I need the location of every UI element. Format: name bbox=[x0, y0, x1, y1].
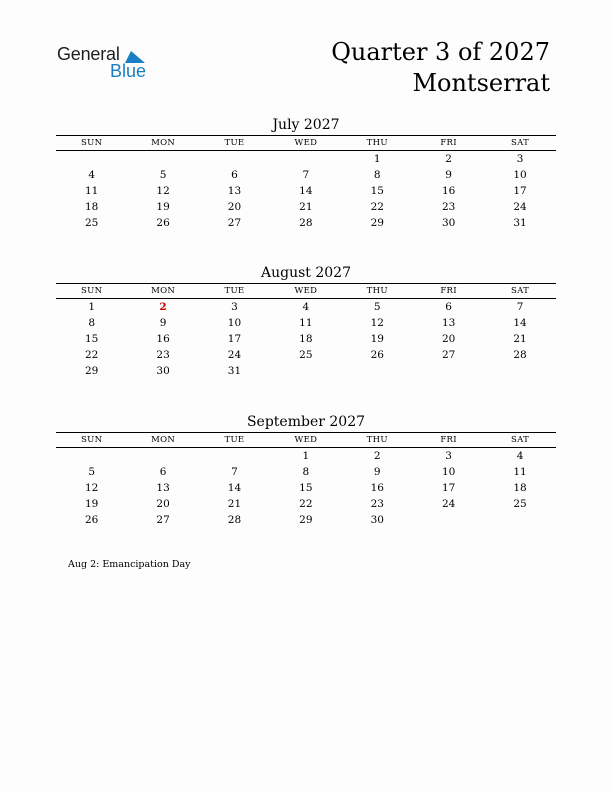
day-cell: 10 bbox=[513, 169, 527, 181]
day-cell: 9 bbox=[373, 466, 381, 478]
weekday-label: SAT bbox=[511, 138, 530, 148]
day-cell: 24 bbox=[441, 498, 456, 510]
day-cell: 11 bbox=[85, 185, 99, 197]
day-cell: 29 bbox=[85, 365, 99, 377]
day-cell: 7 bbox=[231, 466, 238, 478]
weekday-label: THU bbox=[366, 435, 388, 445]
week-row bbox=[56, 496, 556, 512]
day-cell: 4 bbox=[302, 301, 310, 313]
week-row bbox=[56, 183, 556, 199]
week-row bbox=[56, 299, 556, 315]
weekday-header bbox=[56, 283, 556, 299]
logo-general-text: General bbox=[57, 44, 120, 64]
day-cell: 19 bbox=[85, 498, 99, 510]
day-cell bbox=[484, 363, 555, 379]
day-cell: 27 bbox=[441, 349, 456, 361]
page-title bbox=[331, 37, 550, 99]
weekday-label: TUE bbox=[224, 138, 245, 148]
day-cell: 8 bbox=[302, 466, 310, 478]
weekday-label: WED bbox=[294, 435, 318, 445]
weekday-label: SAT bbox=[511, 435, 530, 445]
day-cell: 14 bbox=[513, 317, 527, 329]
day-cell: 24 bbox=[227, 349, 242, 361]
day-cell: 7 bbox=[516, 301, 524, 313]
day-cell: 11 bbox=[299, 317, 313, 329]
day-cell: 18 bbox=[513, 482, 527, 494]
day-cell: 13 bbox=[227, 185, 242, 197]
day-cell: 5 bbox=[88, 466, 96, 478]
day-cell: 28 bbox=[227, 514, 242, 526]
weekday-label: FRI bbox=[440, 286, 457, 296]
weekday-label: WED bbox=[294, 138, 318, 148]
day-cell: 16 bbox=[156, 333, 170, 345]
weeks-grid bbox=[56, 299, 556, 379]
weekday-label: FRI bbox=[440, 138, 457, 148]
day-cell bbox=[127, 448, 198, 464]
month-title: August 2027 bbox=[261, 265, 351, 281]
day-cell: 21 bbox=[227, 498, 242, 510]
day-cell: 20 bbox=[156, 498, 170, 510]
week-row bbox=[56, 347, 556, 363]
day-cell: 15 bbox=[85, 333, 99, 345]
day-cell: 5 bbox=[159, 169, 167, 181]
weekday-header bbox=[56, 432, 556, 448]
weekday-label: THU bbox=[366, 138, 388, 148]
day-cell bbox=[413, 363, 484, 379]
day-cell: 25 bbox=[513, 498, 527, 510]
week-row bbox=[56, 480, 556, 496]
month-calendar-july bbox=[56, 115, 556, 231]
day-cell: 18 bbox=[85, 201, 99, 213]
day-cell: 28 bbox=[513, 349, 527, 361]
weekday-label: SUN bbox=[81, 435, 103, 445]
weekday-label: MON bbox=[151, 435, 176, 445]
day-cell: 24 bbox=[513, 201, 527, 213]
day-cell: 19 bbox=[156, 201, 170, 213]
day-cell: 2 bbox=[445, 153, 452, 165]
week-row bbox=[56, 464, 556, 480]
week-row bbox=[56, 448, 556, 464]
day-cell: 10 bbox=[441, 466, 456, 478]
day-cell bbox=[127, 151, 198, 167]
day-cell: 22 bbox=[370, 201, 384, 213]
day-cell: 9 bbox=[445, 169, 452, 181]
day-cell: 15 bbox=[370, 185, 384, 197]
day-cell: 4 bbox=[516, 450, 524, 462]
week-row bbox=[56, 167, 556, 183]
day-cell: 2 bbox=[373, 450, 381, 462]
day-cell: 31 bbox=[227, 365, 242, 377]
day-cell: 10 bbox=[227, 317, 242, 329]
day-cell: 23 bbox=[370, 498, 384, 510]
day-cell: 21 bbox=[513, 333, 527, 345]
day-cell: 26 bbox=[85, 514, 99, 526]
day-cell: 17 bbox=[227, 333, 242, 345]
day-cell: 30 bbox=[156, 365, 170, 377]
day-cell: 17 bbox=[513, 185, 527, 197]
month-calendar-september bbox=[56, 412, 556, 528]
day-cell: 22 bbox=[299, 498, 313, 510]
week-row bbox=[56, 363, 556, 379]
day-cell: 26 bbox=[370, 349, 384, 361]
weekday-label: MON bbox=[151, 286, 176, 296]
day-cell: 13 bbox=[441, 317, 456, 329]
day-cell: 20 bbox=[227, 201, 242, 213]
day-cell: 30 bbox=[370, 514, 384, 526]
day-cell: 17 bbox=[441, 482, 456, 494]
week-row bbox=[56, 512, 556, 528]
day-cell: 3 bbox=[516, 153, 524, 165]
weekday-label: MON bbox=[151, 138, 176, 148]
day-cell: 6 bbox=[159, 466, 167, 478]
day-cell: 7 bbox=[302, 169, 310, 181]
day-cell: 3 bbox=[231, 301, 238, 313]
day-cell: 18 bbox=[299, 333, 313, 345]
weekday-label: SAT bbox=[511, 286, 530, 296]
day-cell: 25 bbox=[299, 349, 313, 361]
day-cell: 27 bbox=[227, 217, 242, 229]
day-cell: 1 bbox=[88, 301, 96, 313]
day-cell: 16 bbox=[370, 482, 384, 494]
day-cell: 8 bbox=[88, 317, 96, 329]
day-cell: 3 bbox=[445, 450, 452, 462]
day-cell: 23 bbox=[156, 349, 170, 361]
day-cell: 30 bbox=[441, 217, 456, 229]
day-cell: 13 bbox=[156, 482, 170, 494]
day-cell bbox=[484, 512, 555, 528]
day-cell: 16 bbox=[441, 185, 456, 197]
day-cell: 25 bbox=[85, 217, 99, 229]
day-cell bbox=[270, 151, 341, 167]
day-cell bbox=[56, 151, 127, 167]
day-cell: 1 bbox=[302, 450, 310, 462]
logo-blue-text: Blue bbox=[110, 61, 147, 81]
week-row bbox=[56, 199, 556, 215]
country-title: Montserrat bbox=[412, 69, 550, 97]
week-row bbox=[56, 315, 556, 331]
month-calendar-august bbox=[56, 263, 556, 379]
day-cell: 5 bbox=[373, 301, 381, 313]
weekday-label: TUE bbox=[224, 286, 245, 296]
day-cell bbox=[342, 363, 413, 379]
day-cell: 20 bbox=[441, 333, 456, 345]
day-cell: 2 bbox=[159, 301, 167, 313]
day-cell: 15 bbox=[299, 482, 313, 494]
day-cell: 12 bbox=[85, 482, 99, 494]
day-cell: 28 bbox=[299, 217, 313, 229]
weekday-label: WED bbox=[294, 286, 318, 296]
holiday-note: Aug 2: Emancipation Day bbox=[68, 559, 191, 570]
weekday-label: TUE bbox=[224, 435, 245, 445]
day-cell: 31 bbox=[513, 217, 527, 229]
quarter-title: Quarter 3 of 2027 bbox=[331, 38, 550, 66]
weekday-label: FRI bbox=[440, 435, 457, 445]
week-row bbox=[56, 215, 556, 231]
weekday-header bbox=[56, 135, 556, 151]
month-title: July 2027 bbox=[272, 117, 340, 133]
weekday-label: SUN bbox=[81, 138, 103, 148]
weekday-label: SUN bbox=[81, 286, 103, 296]
day-cell: 22 bbox=[85, 349, 99, 361]
week-row bbox=[56, 331, 556, 347]
day-cell: 9 bbox=[159, 317, 167, 329]
day-cell: 6 bbox=[445, 301, 452, 313]
day-cell: 14 bbox=[299, 185, 313, 197]
weekday-label: THU bbox=[366, 286, 388, 296]
month-title: September 2027 bbox=[246, 414, 366, 430]
day-cell: 11 bbox=[513, 466, 527, 478]
day-cell: 26 bbox=[156, 217, 170, 229]
week-row bbox=[56, 151, 556, 167]
day-cell: 6 bbox=[231, 169, 238, 181]
day-cell: 23 bbox=[441, 201, 456, 213]
day-cell: 21 bbox=[299, 201, 313, 213]
generalblue-logo bbox=[57, 44, 147, 81]
day-cell bbox=[199, 151, 270, 167]
day-cell: 4 bbox=[88, 169, 96, 181]
day-cell: 29 bbox=[370, 217, 384, 229]
day-cell bbox=[199, 448, 270, 464]
day-cell: 8 bbox=[373, 169, 381, 181]
day-cell: 12 bbox=[370, 317, 384, 329]
day-cell bbox=[413, 512, 484, 528]
day-cell: 1 bbox=[373, 153, 381, 165]
weeks-grid bbox=[56, 448, 556, 528]
day-cell bbox=[56, 448, 127, 464]
day-cell: 14 bbox=[227, 482, 242, 494]
day-cell bbox=[270, 363, 341, 379]
day-cell: 27 bbox=[156, 514, 170, 526]
day-cell: 19 bbox=[370, 333, 384, 345]
weeks-grid bbox=[56, 151, 556, 231]
day-cell: 29 bbox=[299, 514, 313, 526]
day-cell: 12 bbox=[156, 185, 170, 197]
